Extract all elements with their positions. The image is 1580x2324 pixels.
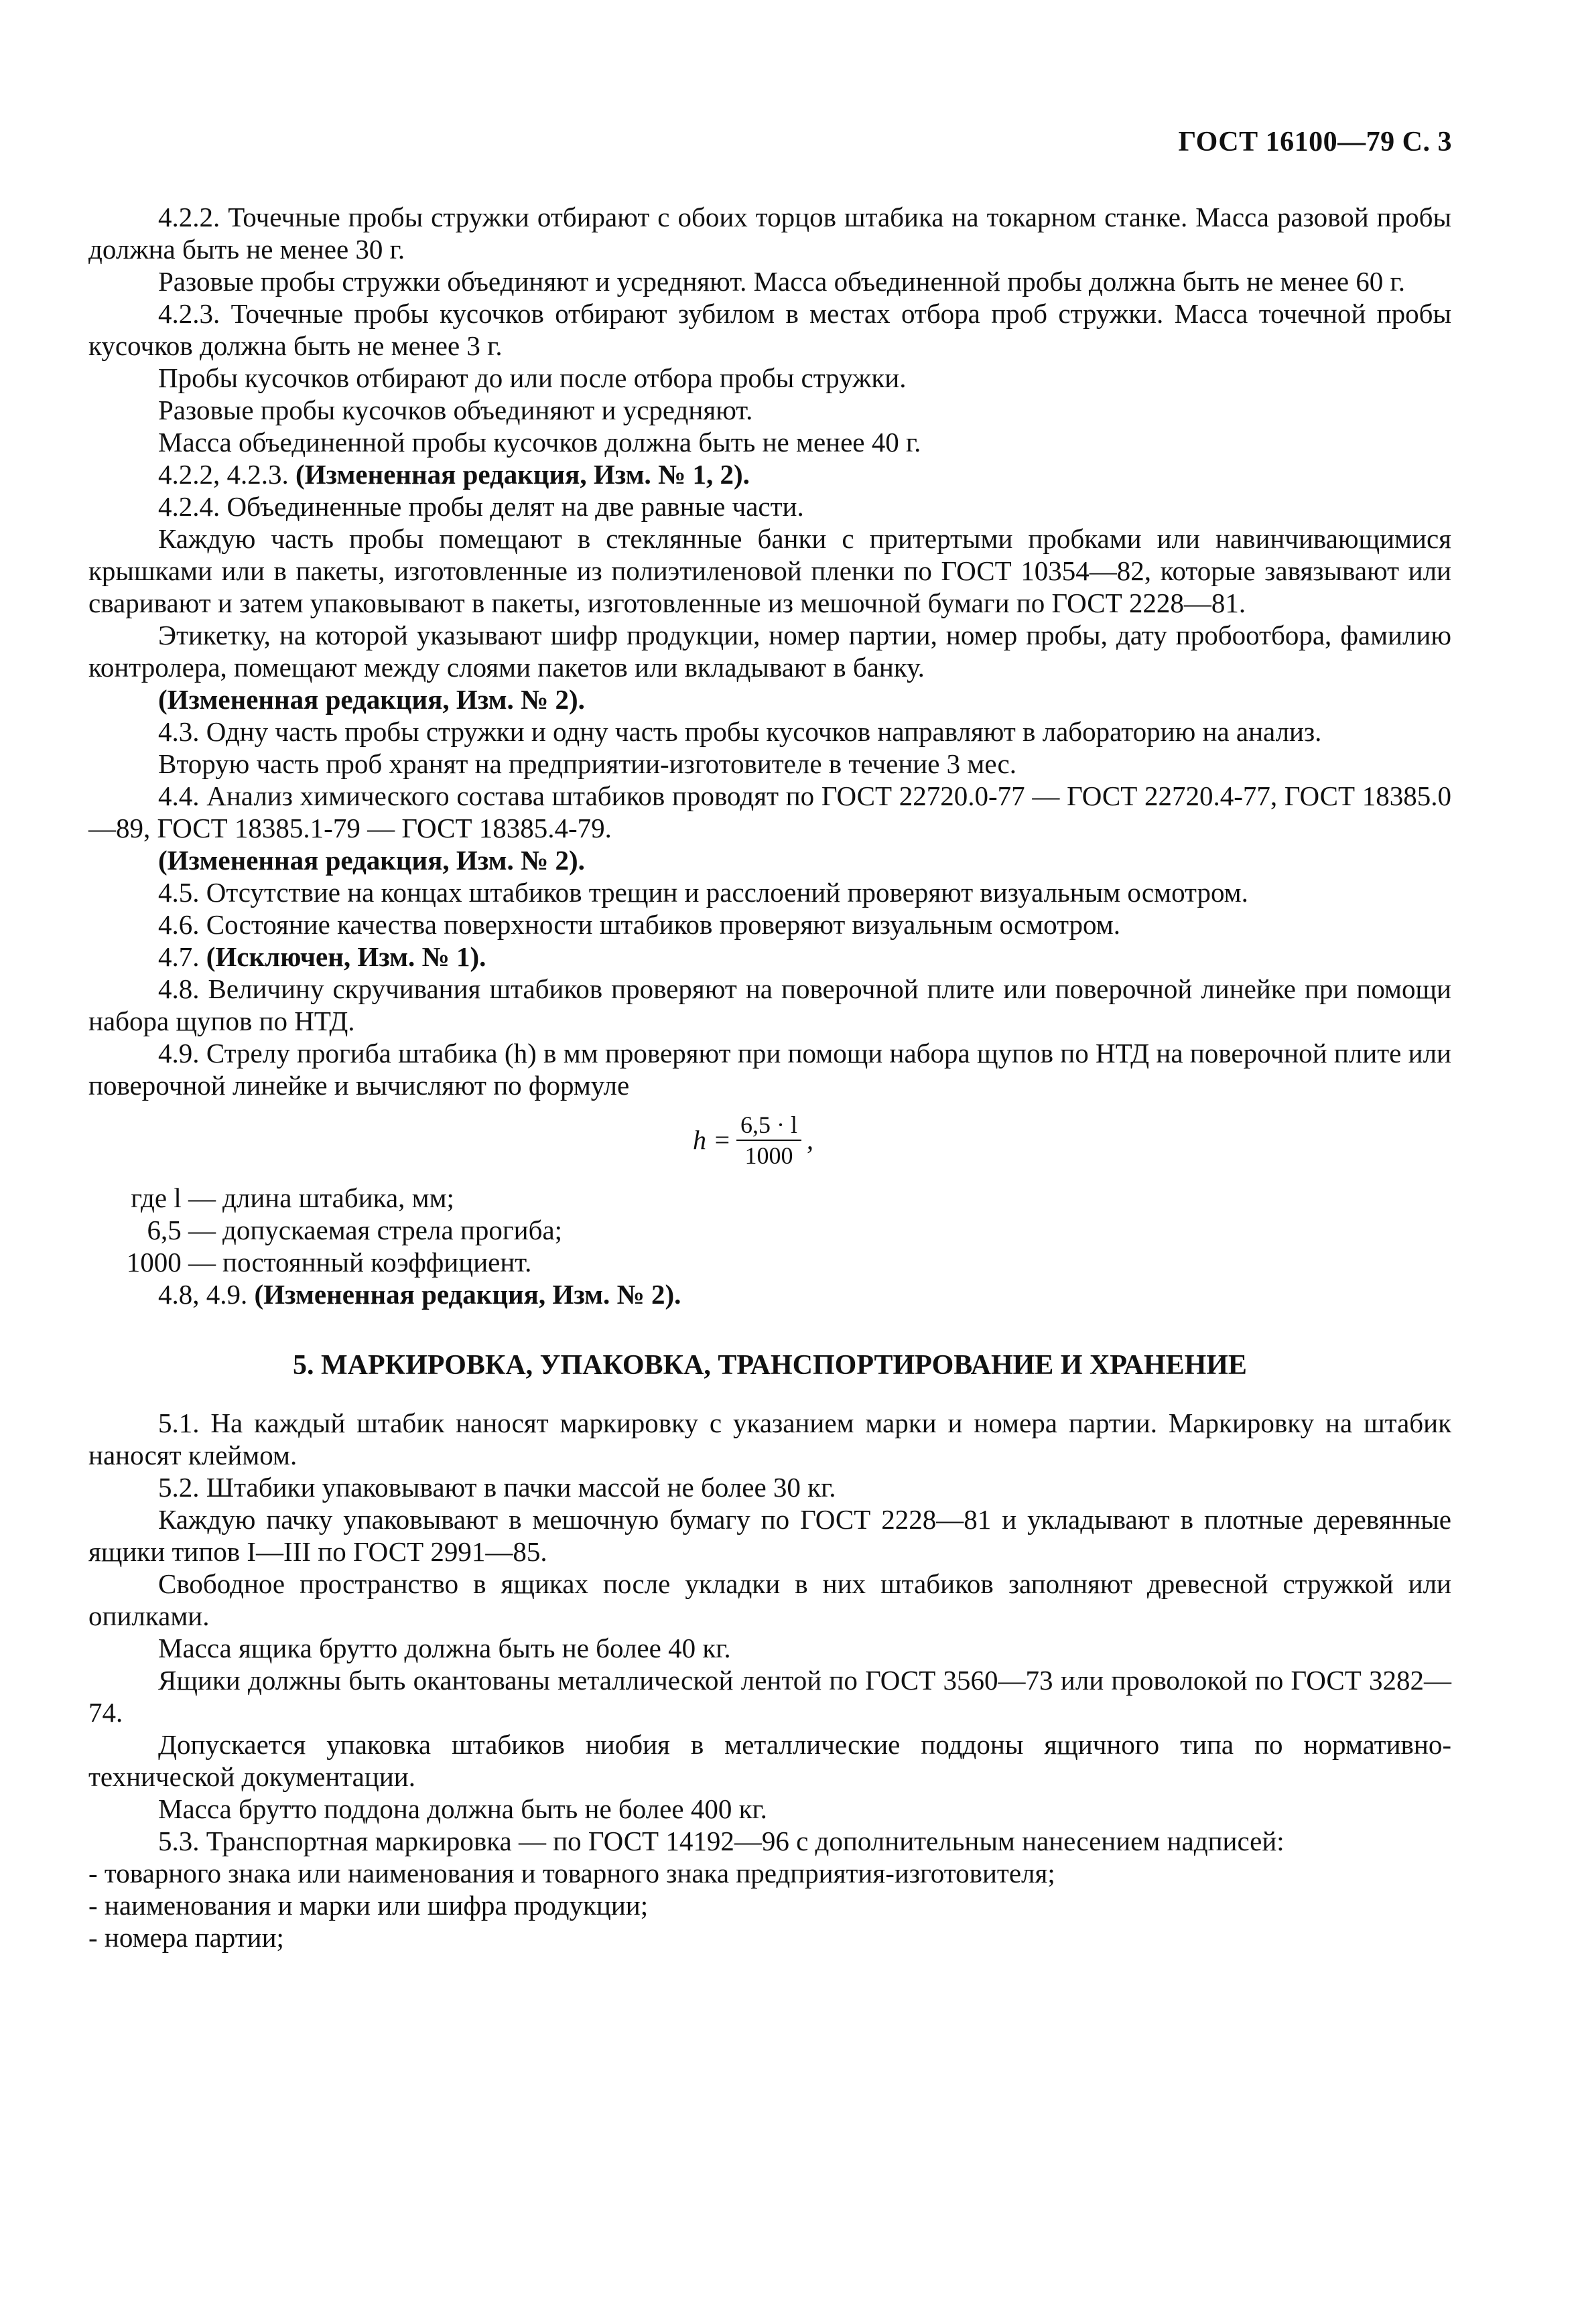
paragraph: 4.2.4. Объединенные пробы делят на две равные части.: [158, 491, 804, 522]
amendment-note: (Измененная редакция, Изм. № 2).: [158, 684, 585, 715]
paragraph: Масса объединенной пробы кусочков должна быть не менее 40 г.: [158, 427, 921, 458]
paragraph: Ящики должны быть окантованы металлической лентой по ГОСТ 3560—73 или проволокой по ГОСТ 3282—74.: [88, 1665, 1451, 1728]
amendment-note: [88, 1278, 1451, 1310]
amendment-label: (Исключен, Изм. № 1).: [206, 941, 486, 972]
list-item: - наименования и марки или шифра продукции;: [88, 1890, 649, 1921]
legend-text: допускаемая стрела прогиба;: [222, 1215, 563, 1245]
paragraph: Свободное пространство в ящиках после укладки в них штабиков заполняют древесной стружкой или опилками.: [88, 1568, 1451, 1631]
paragraph: 5.1. На каждый штабик наносят маркировку с указанием марки и номера партии. Маркировку на штабик наносят клеймом.: [88, 1408, 1451, 1471]
formula: [693, 1107, 1451, 1174]
paragraph: 4.6. Состояние качества поверхности штабиков проверяют визуальным осмотром.: [158, 909, 1120, 940]
paragraph: Разовые пробы стружки объединяют и усредняют. Масса объединенной пробы должна быть не менее 60 г.: [158, 266, 1405, 297]
paragraph: Масса брутто поддона должна быть не более 400 кг.: [158, 1793, 767, 1824]
paragraph: Вторую часть проб хранят на предприятии-изготовителе в течение 3 мес.: [158, 748, 1017, 779]
paragraph: 4.2.2. Точечные пробы стружки отбирают с обоих торцов штабика на токарном станке. Масса разовой пробы должна быть не менее 30 г.: [88, 202, 1451, 265]
paragraph: 5.2. Штабики упаковывают в пачки массой не более 30 кг.: [158, 1472, 836, 1503]
paragraph: 5.3. Транспортная маркировка — по ГОСТ 14192—96 с дополнительным нанесением надписей:: [158, 1826, 1285, 1856]
legend-symbol: 1000 —: [126, 1247, 216, 1278]
legend-text: постоянный коэффициент.: [222, 1247, 532, 1278]
legend-text: длина штабика, мм;: [222, 1182, 454, 1213]
clause-ref: 4.8, 4.9.: [158, 1279, 248, 1310]
paragraph: Этикетку, на которой указывают шифр продукции, номер партии, номер пробы, дату пробоотбора, фамилию контролера, помещают между слоями пакетов или вкладывают в банку.: [88, 620, 1451, 683]
paragraph: Масса ящика брутто должна быть не более 40 кг.: [158, 1633, 731, 1663]
formula-legend-row: [88, 1214, 1451, 1246]
paragraph: Разовые пробы кусочков объединяют и усредняют.: [158, 395, 753, 425]
paragraph: 4.4. Анализ химического состава штабиков проводят по ГОСТ 22720.0-77 — ГОСТ 22720.4-77, ГОСТ 18385.0—89, ГОСТ 18385.1-79 — ГОСТ 18385.4-79.: [88, 780, 1451, 843]
page-header: ГОСТ 16100—79 С. 3: [1178, 127, 1452, 157]
section-title: 5. МАРКИРОВКА, УПАКОВКА, ТРАНСПОРТИРОВАНИЕ И ХРАНЕНИЕ: [293, 1350, 1247, 1381]
paragraph: 4.3. Одну часть пробы стружки и одну часть пробы кусочков направляют в лабораторию на анализ.: [158, 716, 1322, 747]
amendment-label: (Измененная редакция, Изм. № 1, 2).: [295, 459, 750, 490]
list-item: - товарного знака или наименования и товарного знака предприятия-изготовителя;: [88, 1858, 1055, 1889]
paragraph: Пробы кусочков отбирают до или после отбора пробы стружки.: [158, 362, 907, 393]
clause-ref: 4.7.: [158, 941, 200, 972]
list-item: - номера партии;: [88, 1922, 284, 1953]
amendment-note: [88, 941, 1451, 973]
amendment-note: [88, 458, 1451, 490]
formula-legend-row: [88, 1182, 1451, 1214]
paragraph: Допускается упаковка штабиков ниобия в металлические поддоны ящичного типа по нормативно-технической документации.: [88, 1729, 1451, 1792]
legend-symbol: 6,5 —: [147, 1215, 216, 1245]
formula-legend-row: [88, 1246, 1451, 1278]
paragraph: 4.5. Отсутствие на концах штабиков трещин и расслоений проверяют визуальным осмотром.: [158, 877, 1248, 908]
formula-denominator: 1000: [744, 1142, 793, 1169]
legend-symbol: где l —: [131, 1182, 216, 1213]
document-body: [88, 201, 1451, 1954]
formula-suffix: ,: [807, 1125, 813, 1155]
paragraph: 4.9. Стрелу прогиба штабика (h) в мм проверяют при помощи набора щупов по НТД на поверочной плите или поверочной линейке и вычисляют по формуле: [88, 1038, 1451, 1101]
paragraph: 4.2.3. Точечные пробы кусочков отбирают зубилом в местах отбора проб стружки. Масса точечной пробы кусочков должна быть не менее 3 г.: [88, 298, 1451, 361]
formula-lhs: h =: [693, 1125, 731, 1155]
formula-fraction: [736, 1111, 801, 1169]
amendment-label: (Измененная редакция, Изм. № 2).: [254, 1279, 681, 1310]
paragraph: 4.8. Величину скручивания штабиков проверяют на поверочной плите или поверочной линейке при помощи набора щупов по НТД.: [88, 973, 1451, 1036]
paragraph: Каждую часть пробы помещают в стеклянные банки с притертыми пробками или навинчивающимися крышками или в пакеты, изготовленные из полиэтиленовой пленки по ГОСТ 10354—82, которые завязывают или сваривают и затем упаковывают в пакеты, изготовленные из мешочной бумаги по ГОСТ 2228—81.: [88, 523, 1451, 618]
paragraph: Каждую пачку упаковывают в мешочную бумагу по ГОСТ 2228—81 и укладывают в плотные деревянные ящики типов I—III по ГОСТ 2991—85.: [88, 1504, 1451, 1567]
amendment-note: (Измененная редакция, Изм. № 2).: [158, 845, 585, 876]
clause-ref: 4.2.2, 4.2.3.: [158, 459, 289, 490]
formula-numerator: 6,5 · l: [736, 1111, 801, 1141]
